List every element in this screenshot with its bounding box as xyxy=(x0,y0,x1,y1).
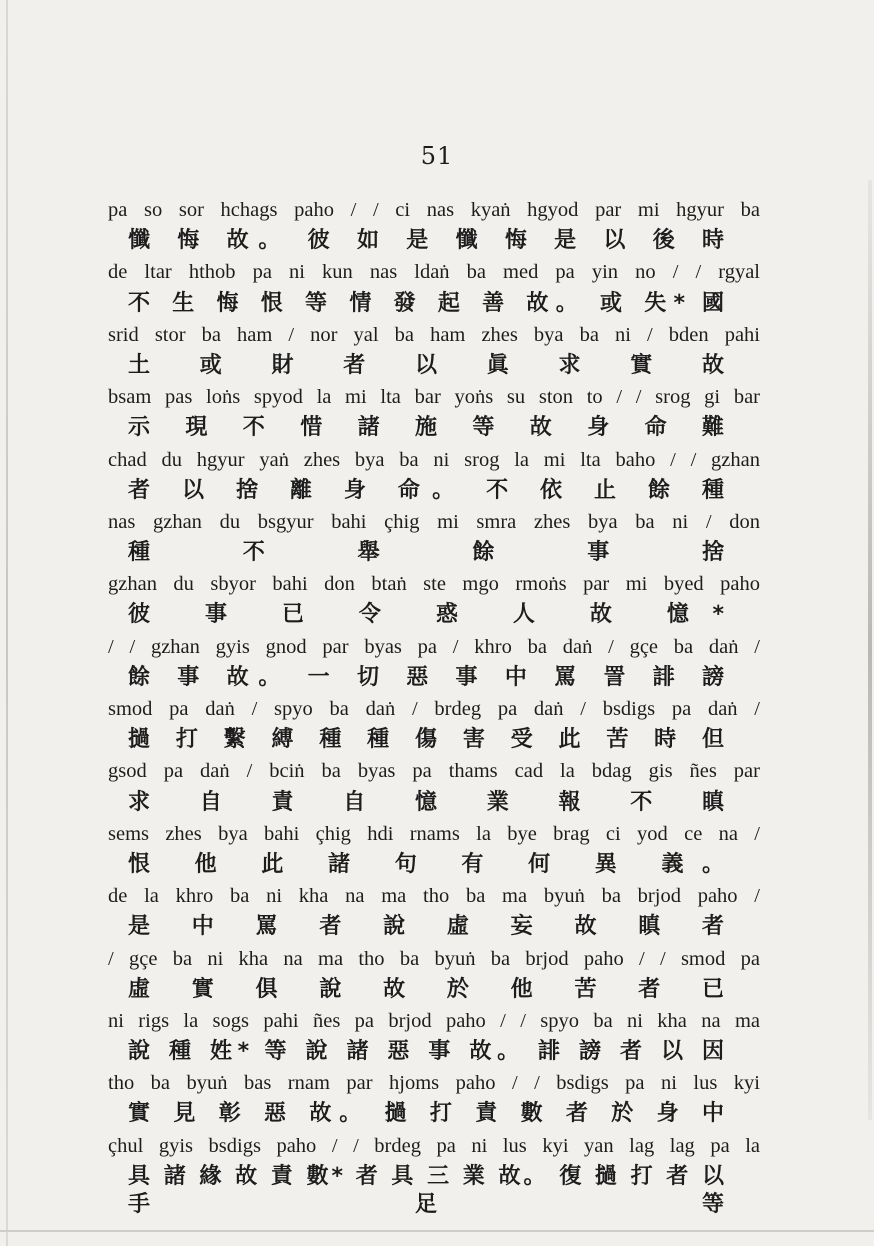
chinese-text: 懺 悔 故。 彼 如 是 懺 悔 是 以 後 時 xyxy=(128,228,726,254)
transliteration-line xyxy=(100,945,760,976)
chinese-line xyxy=(100,664,760,695)
chinese-text: 示 現 不 惜 諸 施 等 故 身 命 難 xyxy=(128,415,726,441)
page-edge-left xyxy=(6,0,8,1246)
page-number: 51 xyxy=(420,142,454,170)
chinese-text: 實 見 彰 惡 故。 撾 打 責 數 者 於 身 中 xyxy=(128,1101,726,1127)
transliteration-text: de ltar hthob pa ni kun nas ldaṅ ba med pa yin no / / rgyal xyxy=(108,261,760,284)
transliteration-text: de la khro ba ni kha na ma tho ba ma byuṅ ba brjod paho / xyxy=(108,885,760,908)
transliteration-line xyxy=(100,820,760,851)
chinese-text: 恨 他 此 諸 句 有 何 異 義。 xyxy=(128,851,726,877)
transliteration-line xyxy=(100,321,760,352)
chinese-text: 求 自 責 自 憶 業 報 不 瞋 xyxy=(128,789,726,815)
chinese-line xyxy=(100,601,760,632)
transliteration-line xyxy=(100,1069,760,1100)
transliteration-line xyxy=(100,196,760,227)
transliteration-text: gzhan du sbyor bahi don btaṅ ste mgo rmoṅs par mi byed paho xyxy=(108,573,760,596)
transliteration-text: smod pa daṅ / spyo ba daṅ / brdeg pa daṅ / bsdigs pa daṅ / xyxy=(108,698,760,720)
chinese-line xyxy=(100,414,760,445)
text-body xyxy=(100,196,760,1217)
transliteration-line xyxy=(100,383,760,414)
chinese-text: 撾 打 繫 縛 種 種 傷 害 受 此 苦 時 但 xyxy=(128,727,726,753)
chinese-text: 者 以 捨 離 身 命。 不 依 止 餘 種 xyxy=(128,477,726,503)
chinese-line xyxy=(100,477,760,508)
transliteration-line xyxy=(100,882,760,913)
transliteration-text: srid stor ba ham / nor yal ba ham zhes bya ba ni / bden pahi xyxy=(108,323,760,346)
transliteration-text: pa so sor hchags paho / / ci nas kyaṅ hgyod par mi hgyur ba xyxy=(108,199,760,221)
chinese-line xyxy=(100,539,760,570)
transliteration-text: nas gzhan du bsgyur bahi çhig mi smra zhes bya ba ni / don xyxy=(108,510,760,533)
transliteration-line xyxy=(100,695,760,726)
transliteration-text: çhul gyis bsdigs paho / / brdeg pa ni lus kyi yan lag lag pa la xyxy=(108,1134,760,1157)
transliteration-line xyxy=(100,1007,760,1038)
chinese-line xyxy=(100,1038,760,1069)
chinese-line xyxy=(100,1100,760,1131)
chinese-line xyxy=(100,1163,760,1217)
chinese-text: 彼 事 已 令 惑 人 故 憶* xyxy=(128,602,726,628)
transliteration-line xyxy=(100,757,760,788)
transliteration-text: ni rigs la sogs pahi ñes pa brjod paho / / spyo ba ni kha na ma xyxy=(108,1009,760,1032)
transliteration-text: tho ba byuṅ bas rnam par hjoms paho / / bsdigs pa ni lus kyi xyxy=(108,1072,760,1095)
chinese-text: 土 或 財 者 以 眞 求 實 故 xyxy=(128,352,726,378)
transliteration-line xyxy=(100,446,760,477)
chinese-text: 是 中 罵 者 說 虛 妄 故 瞋 者 xyxy=(128,914,726,940)
chinese-line xyxy=(100,352,760,383)
chinese-text: 具 諸 緣 故 責 數* 者 具 三 業 故。 復 撾 打 者 以 手 足 等 xyxy=(128,1163,726,1217)
chinese-line xyxy=(100,290,760,321)
chinese-line xyxy=(100,851,760,882)
chinese-line xyxy=(100,976,760,1007)
chinese-text: 種 不 舉 餘 事 捨 xyxy=(128,540,726,566)
chinese-line xyxy=(100,726,760,757)
transliteration-text: / / gzhan gyis gnod par byas pa / khro ba daṅ / gçe ba daṅ / xyxy=(108,635,760,658)
transliteration-line xyxy=(100,258,760,289)
transliteration-line xyxy=(100,508,760,539)
transliteration-text: / gçe ba ni kha na ma tho ba byuṅ ba brjod paho / / smod pa xyxy=(108,947,760,970)
chinese-text: 餘 事 故。 一 切 惡 事 中 罵 詈 誹 謗 xyxy=(128,664,726,690)
chinese-line xyxy=(100,913,760,944)
transliteration-line xyxy=(100,1132,760,1163)
chinese-text: 不 生 悔 恨 等 情 發 起 善 故。 或 失* 國 xyxy=(128,290,726,316)
chinese-text: 說 種 姓* 等 說 諸 惡 事 故。 誹 謗 者 以 因 xyxy=(128,1039,726,1065)
transliteration-text: bsam pas loṅs spyod la mi lta bar yoṅs su ston to / / srog gi bar xyxy=(108,386,760,409)
transliteration-text: gsod pa daṅ / bciṅ ba byas pa thams cad la bdag gis ñes par xyxy=(108,760,760,783)
chinese-line xyxy=(100,227,760,258)
transliteration-line xyxy=(100,570,760,601)
chinese-line xyxy=(100,789,760,820)
transliteration-line xyxy=(100,633,760,664)
page-edge-right xyxy=(868,180,872,1120)
page-edge-bottom xyxy=(0,1230,874,1232)
transliteration-text: sems zhes bya bahi çhig hdi rnams la bye brag ci yod ce na / xyxy=(108,822,760,845)
chinese-text: 虛 實 俱 說 故 於 他 苦 者 已 xyxy=(128,976,726,1002)
transliteration-text: chad du hgyur yaṅ zhes bya ba ni srog la mi lta baho / / gzhan xyxy=(108,448,760,471)
